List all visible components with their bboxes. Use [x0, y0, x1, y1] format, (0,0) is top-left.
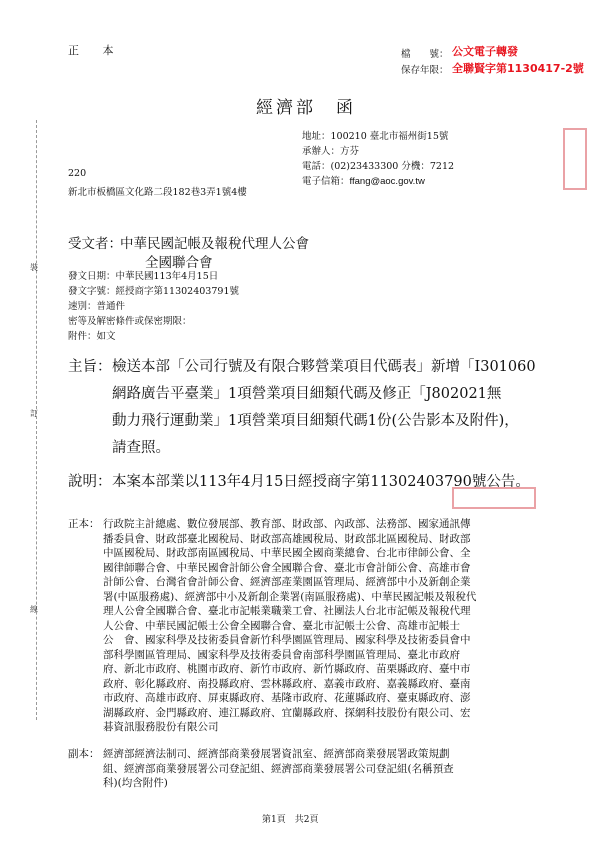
- list-line: 中區國稅局、財政部南區國稅局、中華民國全國商業總會、台北市律師公會、全: [103, 547, 471, 559]
- list-line: 理人公會全國聯合會、臺北市記帳業職業工會、社團法人台北市記帳及報稅代理: [103, 605, 471, 617]
- recipient-label: 受文者：: [68, 236, 122, 252]
- sender-contact: 承辦人：方芬: [302, 146, 360, 157]
- sender-email-row: [302, 173, 425, 187]
- binding-mark-bottom: 線: [30, 605, 38, 614]
- recipient-address: 新北市板橋區文化路二段182巷3弄1號4樓: [68, 187, 247, 198]
- list-line: 組、經濟部商業發展署公司登記組、經濟部商業發展署公司登記組(名稱預查: [103, 762, 454, 775]
- sender-address: 地址：100210 臺北市福州街15號: [302, 131, 449, 142]
- binding-mark-middle: 訂: [30, 409, 38, 418]
- binding-mark-top: 裝: [30, 263, 38, 272]
- retention-label: 保存年限：: [401, 65, 449, 76]
- sender-email-label: 電子信箱：: [302, 176, 350, 187]
- list-line: 人公會、中華民國記帳士公會全國聯合會、臺北市記帳士公會、高雄市記帳士: [103, 619, 460, 632]
- list-line: 市政府、高雄市政府、屏東縣政府、基隆市政府、花蓮縣政府、臺東縣政府、澎: [103, 692, 471, 704]
- attachment: 附件：如文: [68, 331, 116, 342]
- document-title: 經濟部 函: [256, 98, 356, 118]
- copy-mark: 正 本: [68, 44, 124, 57]
- sender-phone: 電話：(02)23433300 分機：7212: [302, 161, 455, 172]
- subject-line-1: 檢送本部「公司行號及有限合夥營業項目代碼表」新增「I301060: [112, 359, 536, 375]
- retention-value: 全聯賢字第1130417-2號: [452, 62, 584, 75]
- subject-label: 主旨：: [68, 359, 112, 375]
- file-number-label: 檔 號：: [401, 49, 449, 60]
- list-line: 計師公會、台灣省會計師公會、經濟部產業園區管理局、經濟部中小及新創企業: [103, 576, 471, 588]
- list-line: 碁資訊服務股份有限公司: [103, 721, 219, 733]
- binding-line: [36, 120, 38, 720]
- list-line: 播委員會、財政部臺北國稅局、財政部高雄國稅局、財政部北區國稅局、財政部: [103, 532, 471, 545]
- list-line: 署(中區服務處)、經濟部中小及新創企業署(南區服務處)、中華民國記帳及報稅代: [103, 590, 477, 603]
- seal-stamp-right: [563, 128, 587, 190]
- subject-line-4: 請查照。: [112, 440, 170, 456]
- explanation-text: 本案本部業以113年4月15日經授商字第11302403790號公告。: [112, 474, 530, 490]
- document-number: 發文字號：經授商字第11302403791號: [68, 286, 239, 297]
- explanation-label: 說明：: [68, 474, 112, 490]
- subject-line-3: 動力飛行運動業」1項營業項目細類代碼1份(公告影本及附件)，: [112, 413, 519, 429]
- list-line: 部科學園區管理局、國家科學及技術委員會南部科學園區管理局、臺北市政府: [103, 648, 460, 661]
- recipient-name-line1: 中華民國記帳及報稅代理人公會: [120, 236, 309, 252]
- delivery-speed: 速別：普通件: [68, 301, 126, 312]
- list-line: 政府、彰化縣政府、南投縣政府、雲林縣政府、嘉義市政府、嘉義縣政府、臺南: [103, 677, 471, 690]
- list-line: 公 會、國家科學及技術委員會新竹科學園區管理局、國家科學及技術委員會中: [103, 634, 471, 646]
- original-to-label: 正本：: [68, 518, 100, 530]
- original-to-list: [103, 517, 533, 735]
- recipient-postcode: 220: [68, 168, 87, 179]
- list-line: 湖縣政府、金門縣政府、連江縣政府、宜蘭縣政府、探網科技股份有限公司、宏: [103, 706, 471, 719]
- sender-email: ffang@aoc.gov.tw: [349, 176, 425, 187]
- list-line: 科)(均含附件): [103, 777, 168, 789]
- issue-date: 發文日期：中華民國113年4月15日: [68, 271, 219, 282]
- list-line: 經濟部經濟法制司、經濟部商業發展署資訊室、經濟部商業發展署政策規劃: [103, 748, 450, 760]
- page-number: 第1頁 共2頁: [262, 815, 319, 825]
- list-line: 府、新北市政府、桃園市政府、新竹市政府、新竹縣政府、苗栗縣政府、臺中市: [103, 663, 471, 675]
- copy-to-label: 副本：: [68, 748, 100, 760]
- date-stamp: [452, 487, 536, 509]
- secrecy-level: 密等及解密條件或保密期限：: [68, 316, 192, 327]
- subject-line-2: 網路廣告平臺業」1項營業項目細類代碼及修正「J802021無: [112, 386, 502, 402]
- recipient-name-line2: 全國聯合會: [145, 255, 213, 271]
- file-number-value: 公文電子轉發: [452, 45, 518, 58]
- list-line: 行政院主計總處、數位發展部、教育部、財政部、內政部、法務部、國家通訊傳: [103, 518, 471, 530]
- list-line: 國律師聯合會、中華民國會計師公會全國聯合會、臺北市會計師公會、高雄市會: [103, 561, 471, 574]
- copy-to-list: [103, 747, 533, 791]
